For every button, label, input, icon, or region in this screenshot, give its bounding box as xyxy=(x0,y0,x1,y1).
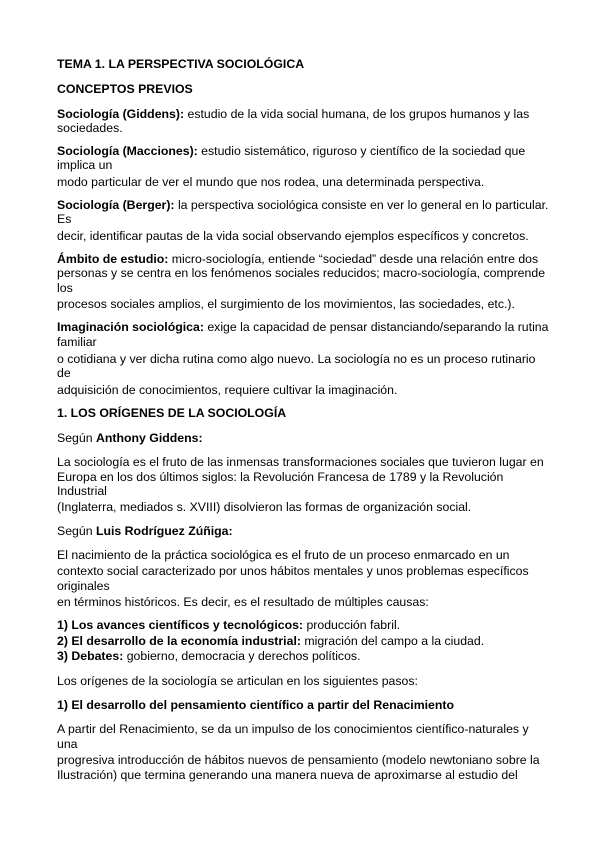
text-line: Los orígenes de la sociología se articulan en los siguientes pasos: xyxy=(57,674,418,688)
author-name: Anthony Giddens: xyxy=(95,431,203,445)
cause-label: 2) El desarrollo de la economía industrial: xyxy=(57,634,301,648)
text-line: implica un xyxy=(57,158,113,172)
cause-label: 3) Debates: xyxy=(57,649,124,663)
text-line: decir, identificar pautas de la vida social observando ejemplos específicos y concretos. xyxy=(57,229,529,243)
author-giddens xyxy=(57,431,203,445)
text-line: Industrial xyxy=(57,484,107,498)
cause-text: migración del campo a la ciudad. xyxy=(300,634,485,648)
cause-text: producción fabril. xyxy=(303,618,401,632)
text-line: contexto social caracterizado por unos hábitos mentales y unos problemas específicos xyxy=(57,564,529,578)
cause-item xyxy=(57,618,400,632)
text-line: Ilustración) que termina generando una manera nueva de aproximarse al estudio del xyxy=(57,768,518,782)
definition-giddens xyxy=(57,107,529,121)
term-label: Sociología (Berger): xyxy=(57,198,175,212)
text-line: Europa en los dos últimos siglos: la Revolución Francesa de 1789 y la Revolución xyxy=(57,470,504,484)
author-prefix: Según xyxy=(57,431,96,445)
text-line: A partir del Renacimiento, se da un impulso de los conocimientos científico-naturales y xyxy=(57,722,529,736)
author-zuniga xyxy=(57,524,233,538)
text-line: La sociología es el fruto de las inmensas transformaciones sociales que tuvieron lugar en xyxy=(57,455,544,469)
text-line: los xyxy=(57,281,73,295)
subheading-paso-1: 1) El desarrollo del pensamiento científico a partir del Renacimiento xyxy=(57,698,455,712)
text-line: personas y se centra en los fenómenos sociales reducidos; macro-sociología, comprende xyxy=(57,266,546,280)
text-line: sociedades. xyxy=(57,121,123,135)
author-prefix: Según xyxy=(57,524,96,538)
term-label: Sociología (Macciones): xyxy=(57,144,198,158)
text-line: procesos sociales amplios, el surgimiento de los movimientos, las sociedades, etc.). xyxy=(57,297,515,311)
text-line: El nacimiento de la práctica sociológica es el fruto de un proceso enmarcado en un xyxy=(57,548,510,562)
text-line: adquisición de conocimientos, requiere cultivar la imaginación. xyxy=(57,383,398,397)
section-heading-conceptos-previos: CONCEPTOS PREVIOS xyxy=(57,82,193,96)
page-title: TEMA 1. LA PERSPECTIVA SOCIOLÓGICA xyxy=(57,57,305,71)
text-line: familiar xyxy=(57,335,97,349)
definition-imaginacion xyxy=(57,320,548,334)
definition-macciones xyxy=(57,144,525,158)
definition-text: la perspectiva sociológica consiste en ver lo general en lo particular. xyxy=(174,198,549,212)
text-line: modo particular de ver el mundo que nos rodea, una determinada perspectiva. xyxy=(57,175,485,189)
definition-text: estudio sistemático, riguroso y científico de la sociedad que xyxy=(197,144,526,158)
cause-text: gobierno, democracia y derechos políticos. xyxy=(123,649,361,663)
definition-ambito xyxy=(57,252,538,266)
definition-text: estudio de la vida social humana, de los grupos humanos y las xyxy=(184,107,530,121)
term-label: Sociología (Giddens): xyxy=(57,107,185,121)
author-name: Luis Rodríguez Zúñiga: xyxy=(95,524,233,538)
definition-text: exige la capacidad de pensar distanciando/separando la rutina xyxy=(203,320,549,334)
text-line: o cotidiana y ver dicha rutina como algo nuevo. La sociología no es un proceso rutinario xyxy=(57,352,536,366)
term-label: Ámbito de estudio: xyxy=(57,252,169,266)
text-line: originales xyxy=(57,579,110,593)
text-line: Es xyxy=(57,212,72,226)
cause-item xyxy=(57,634,484,648)
text-line: en términos históricos. Es decir, es el resultado de múltiples causas: xyxy=(57,595,429,609)
text-line: (Inglaterra, mediados s. XVIII) disolvieron las formas de organización social. xyxy=(57,500,472,514)
term-label: Imaginación sociológica: xyxy=(57,320,204,334)
definition-text: micro-sociología, entiende “sociedad” desde una relación entre dos xyxy=(168,252,539,266)
text-line: progresiva introducción de hábitos nuevos de pensamiento (modelo newtoniano sobre la xyxy=(57,753,540,767)
text-line: de xyxy=(57,366,71,380)
cause-item xyxy=(57,649,360,663)
cause-label: 1) Los avances científicos y tecnológicos: xyxy=(57,618,304,632)
definition-berger xyxy=(57,198,548,212)
text-line: una xyxy=(57,737,78,751)
section-heading-origenes: 1. LOS ORÍGENES DE LA SOCIOLOGÍA xyxy=(57,406,287,420)
